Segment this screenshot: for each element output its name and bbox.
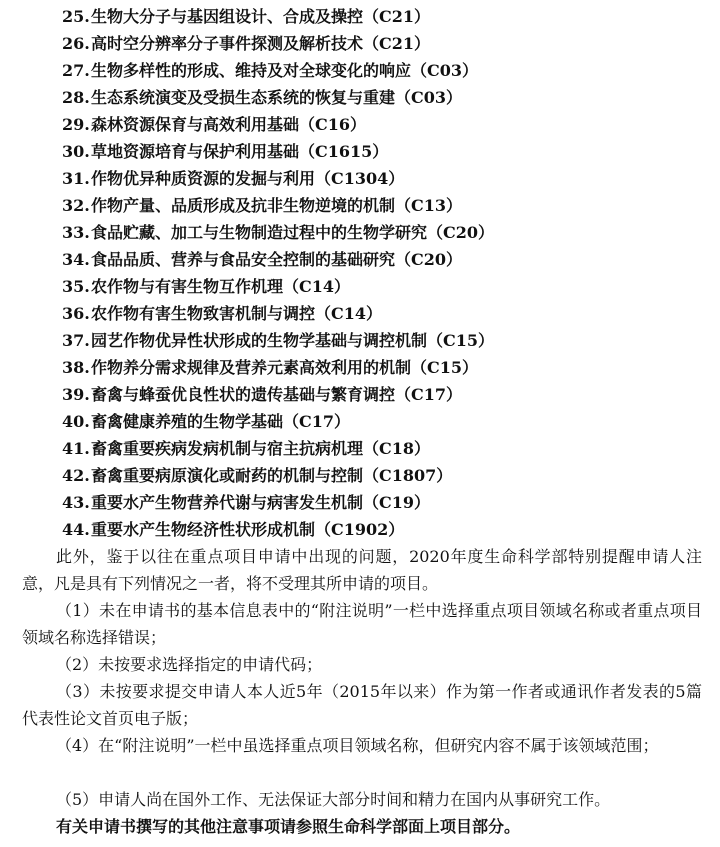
condition-item: （5）申请人尚在国外工作、无法保证大部分时间和精力在国内从事研究工作。: [56, 790, 611, 809]
topic-item: [62, 111, 712, 138]
condition-item: （1）未在申请书的基本信息表中的“附注说明”一栏中选择重点项目领域名称或者重点项目领域名称选择错误；: [22, 601, 702, 647]
topic-item: [62, 84, 712, 111]
topic-item: [62, 354, 712, 381]
topic-item: [62, 219, 712, 246]
topic-number: 25.: [62, 7, 90, 26]
topic-text: 高时空分辨率分子事件探测及解析技术（C21）: [91, 34, 431, 53]
topic-text: 畜禽重要疾病发病机制与宿主抗病机理（C18）: [91, 439, 431, 458]
topic-item: [62, 273, 712, 300]
topic-item: [62, 30, 712, 57]
topic-item: [62, 246, 712, 273]
topic-number: 30.: [62, 142, 90, 161]
condition-item: （3）未按要求提交申请人本人近5年（2015年以来）作为第一作者或通讯作者发表的5篇代表性论文首页电子版；: [22, 682, 702, 728]
topic-text: 园艺作物优异性状形成的生物学基础与调控机制（C15）: [91, 331, 495, 350]
topic-text: 重要水产生物营养代谢与病害发生机制（C19）: [91, 493, 431, 512]
topic-number: 35.: [62, 277, 90, 296]
topic-list: [62, 3, 712, 543]
topic-number: 27.: [62, 61, 90, 80]
topic-number: 29.: [62, 115, 90, 134]
topic-number: 43.: [62, 493, 90, 512]
topic-number: 31.: [62, 169, 90, 188]
condition-item: （4）在“附注说明”一栏中虽选择重点项目领域名称，但研究内容不属于该领域范围；: [56, 736, 659, 755]
topic-text: 食品品质、营养与食品安全控制的基础研究（C20）: [91, 250, 463, 269]
topic-item: [62, 192, 712, 219]
topic-number: 26.: [62, 34, 90, 53]
topic-text: 食品贮藏、加工与生物制造过程中的生物学研究（C20）: [91, 223, 495, 242]
topic-number: 34.: [62, 250, 90, 269]
intro-paragraph: 此外，鉴于以往在重点项目申请中出现的问题，2020年度生命科学部特别提醒申请人注意，凡是具有下列情况之一者，将不受理其所申请的项目。: [22, 547, 702, 593]
topic-text: 生态系统演变及受损生态系统的恢复与重建（C03）: [91, 88, 463, 107]
topic-number: 39.: [62, 385, 90, 404]
topic-item: [62, 300, 712, 327]
topic-item: [62, 57, 712, 84]
topic-text: 农作物与有害生物互作机理（C14）: [91, 277, 351, 296]
topic-item: [62, 165, 712, 192]
topic-number: 38.: [62, 358, 90, 377]
topic-number: 37.: [62, 331, 90, 350]
topic-item: [62, 462, 712, 489]
topic-item: [62, 516, 712, 543]
topic-text: 生物多样性的形成、维持及对全球变化的响应（C03）: [91, 61, 479, 80]
topic-text: 畜禽与蜂蚕优良性状的遗传基础与繁育调控（C17）: [91, 385, 463, 404]
topic-number: 32.: [62, 196, 90, 215]
topic-number: 36.: [62, 304, 90, 323]
final-note: 有关申请书撰写的其他注意事项请参照生命科学部面上项目部分。: [56, 817, 521, 836]
topic-text: 作物养分需求规律及营养元素高效利用的机制（C15）: [91, 358, 479, 377]
topic-text: 作物优异种质资源的发掘与利用（C1304）: [91, 169, 405, 188]
topic-text: 畜禽健康养殖的生物学基础（C17）: [91, 412, 351, 431]
topic-number: 40.: [62, 412, 90, 431]
topic-item: [62, 489, 712, 516]
topic-text: 生物大分子与基因组设计、合成及操控（C21）: [91, 7, 431, 26]
topic-item: [62, 327, 712, 354]
condition-item: （2）未按要求选择指定的申请代码；: [56, 655, 323, 674]
topic-text: 农作物有害生物致害机制与调控（C14）: [91, 304, 383, 323]
topic-text: 森林资源保育与高效利用基础（C16）: [91, 115, 367, 134]
topic-number: 44.: [62, 520, 90, 539]
topic-text: 畜禽重要病原演化或耐药的机制与控制（C1807）: [91, 466, 453, 485]
topic-item: [62, 435, 712, 462]
topic-number: 41.: [62, 439, 90, 458]
topic-number: 28.: [62, 88, 90, 107]
topic-number: 33.: [62, 223, 90, 242]
topic-number: 42.: [62, 466, 90, 485]
topic-item: [62, 408, 712, 435]
topic-text: 草地资源培育与保护利用基础（C1615）: [91, 142, 389, 161]
topic-text: 重要水产生物经济性状形成机制（C1902）: [91, 520, 405, 539]
topic-item: [62, 3, 712, 30]
topic-item: [62, 381, 712, 408]
topic-item: [62, 138, 712, 165]
topic-text: 作物产量、品质形成及抗非生物逆境的机制（C13）: [91, 196, 463, 215]
